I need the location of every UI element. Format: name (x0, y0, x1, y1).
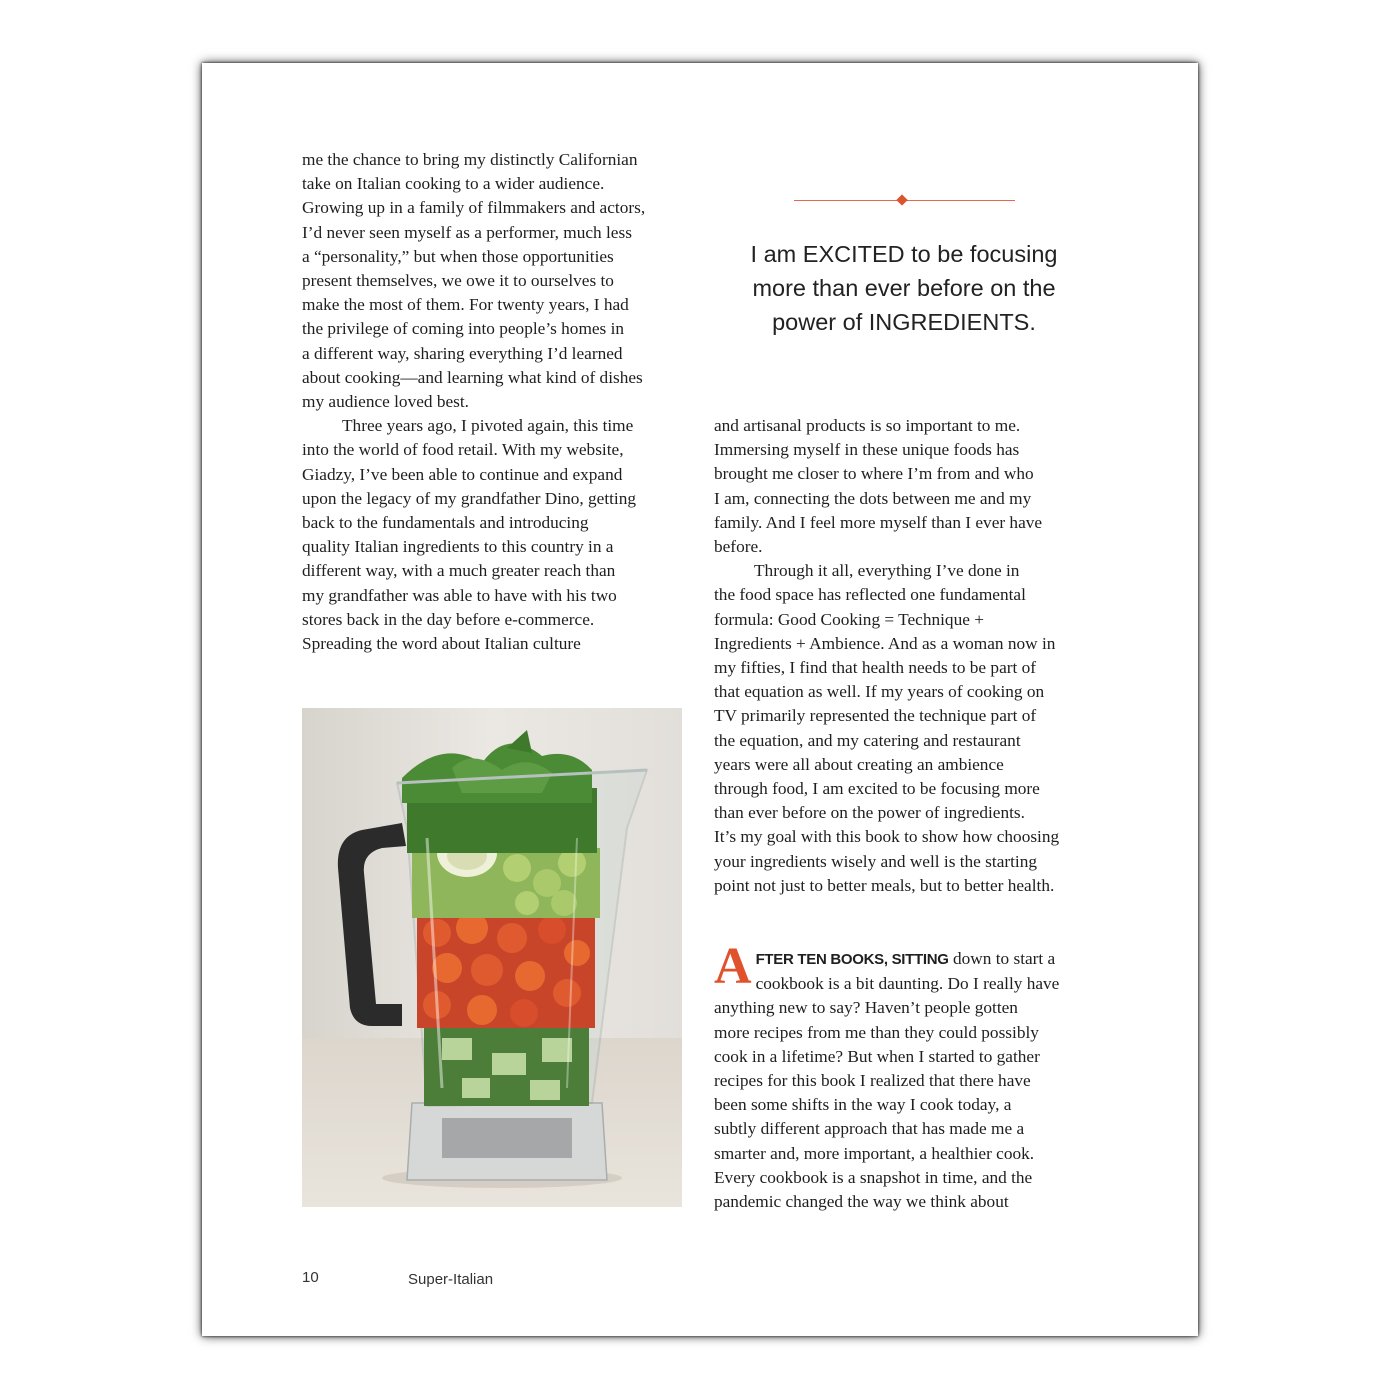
text-line: different way, with a much greater reach than (302, 561, 616, 581)
text-line: before. (714, 537, 763, 557)
text-line: formula: Good Cooking = Technique + (714, 609, 984, 629)
text-line: quality Italian ingredients to this country in a (302, 537, 614, 557)
text-line: Growing up in a family of filmmakers and actors, (302, 198, 646, 218)
page-number: 10 (302, 1269, 319, 1286)
diamond-icon (896, 194, 907, 205)
text-line: through food, I am excited to be focusing more (714, 779, 1040, 799)
text-line: brought me closer to where I’m from and who (714, 464, 1034, 484)
text-line: back to the fundamentals and introducing (302, 513, 589, 533)
text-line: subtly different approach that has made me a (714, 1119, 1025, 1139)
text-line: Giadzy, I’ve been able to continue and expand (302, 464, 623, 484)
text-line: Three years ago, I pivoted again, this time (342, 416, 634, 436)
text-line: down to start a (948, 949, 1056, 968)
text-line: about cooking—and learning what kind of dishes (302, 367, 643, 387)
pull-quote-line: power of INGREDIENTS. (772, 309, 1036, 335)
text-line: I’d never seen myself as a performer, much less (302, 222, 632, 242)
text-line: Ingredients + Ambience. And as a woman now in (714, 633, 1056, 653)
text-line: the food space has reflected one fundamental (714, 585, 1026, 605)
drop-cap: A (714, 938, 752, 995)
text-line: my audience loved best. (302, 392, 469, 412)
pull-quote-line: I am EXCITED to be focusing (750, 241, 1058, 267)
text-line: and artisanal products is so important to me. (714, 416, 1021, 435)
text-line: family. And I feel more myself than I ever have (714, 512, 1043, 532)
right-text-column (714, 414, 1104, 898)
text-line: my grandfather was able to have with his two (302, 585, 617, 605)
text-line: take on Italian cooking to a wider audience. (302, 174, 605, 194)
text-line: Immersing myself in these unique foods has (714, 440, 1020, 460)
text-line: my fifties, I find that health needs to be part of (714, 658, 1037, 678)
text-line: anything new to say? Haven’t people gotten (714, 998, 1018, 1018)
text-line: make the most of them. For twenty years, I had (302, 295, 629, 315)
blender-photo (302, 708, 682, 1207)
left-text-column (302, 148, 692, 656)
text-line: a “personality,” but when those opportunities (302, 246, 614, 266)
text-line: been some shifts in the way I cook today, a (714, 1095, 1012, 1115)
text-line: stores back in the day before e-commerce. (302, 609, 595, 629)
text-line: the equation, and my catering and restaurant (714, 730, 1021, 750)
text-line: that equation as well. If my years of cooking on (714, 682, 1045, 702)
text-line: Every cookbook is a snapshot in time, and the (714, 1167, 1033, 1187)
text-line: upon the legacy of my grandfather Dino, getting (302, 488, 637, 508)
text-line: TV primarily represented the technique part of (714, 706, 1037, 726)
pull-quote-line: more than ever before on the (752, 275, 1056, 301)
text-line: your ingredients wisely and well is the starting (714, 851, 1038, 871)
text-line: years were all about creating an ambience (714, 754, 1004, 774)
text-line: than ever before on the power of ingredients. (714, 803, 1025, 823)
text-line: recipes for this book I realized that there have (714, 1071, 1031, 1091)
section-opening (714, 938, 1104, 1214)
text-line: smarter and, more important, a healthier cook. (714, 1143, 1035, 1163)
text-line: cook in a lifetime? But when I started to gather (714, 1046, 1040, 1066)
text-line: pandemic changed the way we think about (714, 1192, 1009, 1212)
text-line: Spreading the word about Italian culture (302, 634, 581, 654)
text-line: me the chance to bring my distinctly Californian (302, 150, 638, 169)
text-line: a different way, sharing everything I’d learned (302, 343, 623, 363)
running-title: Super-Italian (408, 1271, 494, 1288)
text-line: into the world of food retail. With my website, (302, 440, 624, 460)
pull-quote-ornament (794, 200, 1015, 202)
text-line: Through it all, everything I’ve done in (754, 561, 1020, 581)
pull-quote (714, 237, 1094, 339)
text-line: I am, connecting the dots between me and my (714, 488, 1032, 508)
text-line: present themselves, we owe it to ourselves to (302, 271, 614, 291)
text-line: the privilege of coming into people’s homes in (302, 319, 625, 339)
book-page (202, 63, 1198, 1336)
text-line: It’s my goal with this book to show how choosing (714, 827, 1060, 847)
lead-in: FTER TEN BOOKS, SITTING (755, 951, 949, 968)
text-line: cookbook is a bit daunting. Do I really have (755, 974, 1060, 994)
text-line: more recipes from me than they could possibly (714, 1022, 1039, 1042)
text-line: point not just to better meals, but to better health. (714, 875, 1055, 895)
blender-illustration (302, 708, 682, 1207)
